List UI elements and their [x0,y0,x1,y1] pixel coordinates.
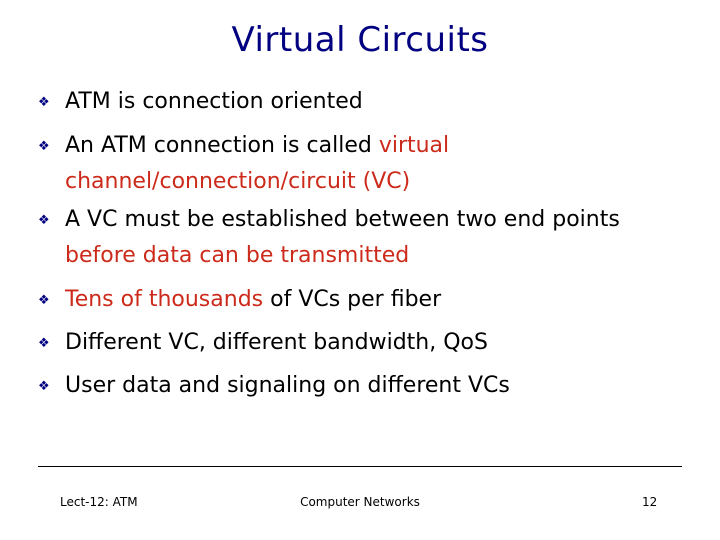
bullet-text [65,202,688,274]
bullet-text [65,368,688,404]
bullet-item [38,128,688,200]
bullet-text-part: An ATM connection is called [65,133,379,158]
bullet-text [65,128,688,200]
slide-title: Virtual Circuits [231,20,489,60]
bullet-item [38,84,688,121]
bullet-text-part: User data and signaling on different VCs [65,373,510,398]
bullet-text-part: of VCs per fiber [263,287,442,312]
bullet-text [65,84,688,120]
bullet-item [38,325,688,362]
bullet-text-highlight: Tens of thousands [65,287,264,312]
diamond-bullet-icon: ❖ [38,213,50,228]
diamond-bullet-icon: ❖ [38,293,50,308]
diamond-bullet-icon: ❖ [38,336,50,351]
diamond-bullet-icon: ❖ [38,95,50,110]
footer-course-title: Computer Networks [300,495,420,509]
bullet-text-highlight: virtual channel/connection/circuit (VC) [65,133,450,194]
diamond-bullet-icon: ❖ [38,139,50,154]
footer-lecture-label: Lect-12: ATM [60,495,138,509]
bullet-text-part: ATM is connection oriented [65,89,363,114]
bullet-text-part: Different VC, different bandwidth, QoS [65,330,488,355]
bullet-text [65,282,688,318]
bullet-text [65,325,688,361]
bullet-item [38,282,688,319]
bullet-item [38,202,688,274]
slide-number: 12 [642,495,658,509]
bullet-text-highlight: before data can be transmitted [65,243,410,268]
bullet-text-part: A VC must be established between two end points [65,207,620,232]
footer-divider [38,466,682,467]
diamond-bullet-icon: ❖ [38,379,50,394]
bullet-item [38,368,688,405]
